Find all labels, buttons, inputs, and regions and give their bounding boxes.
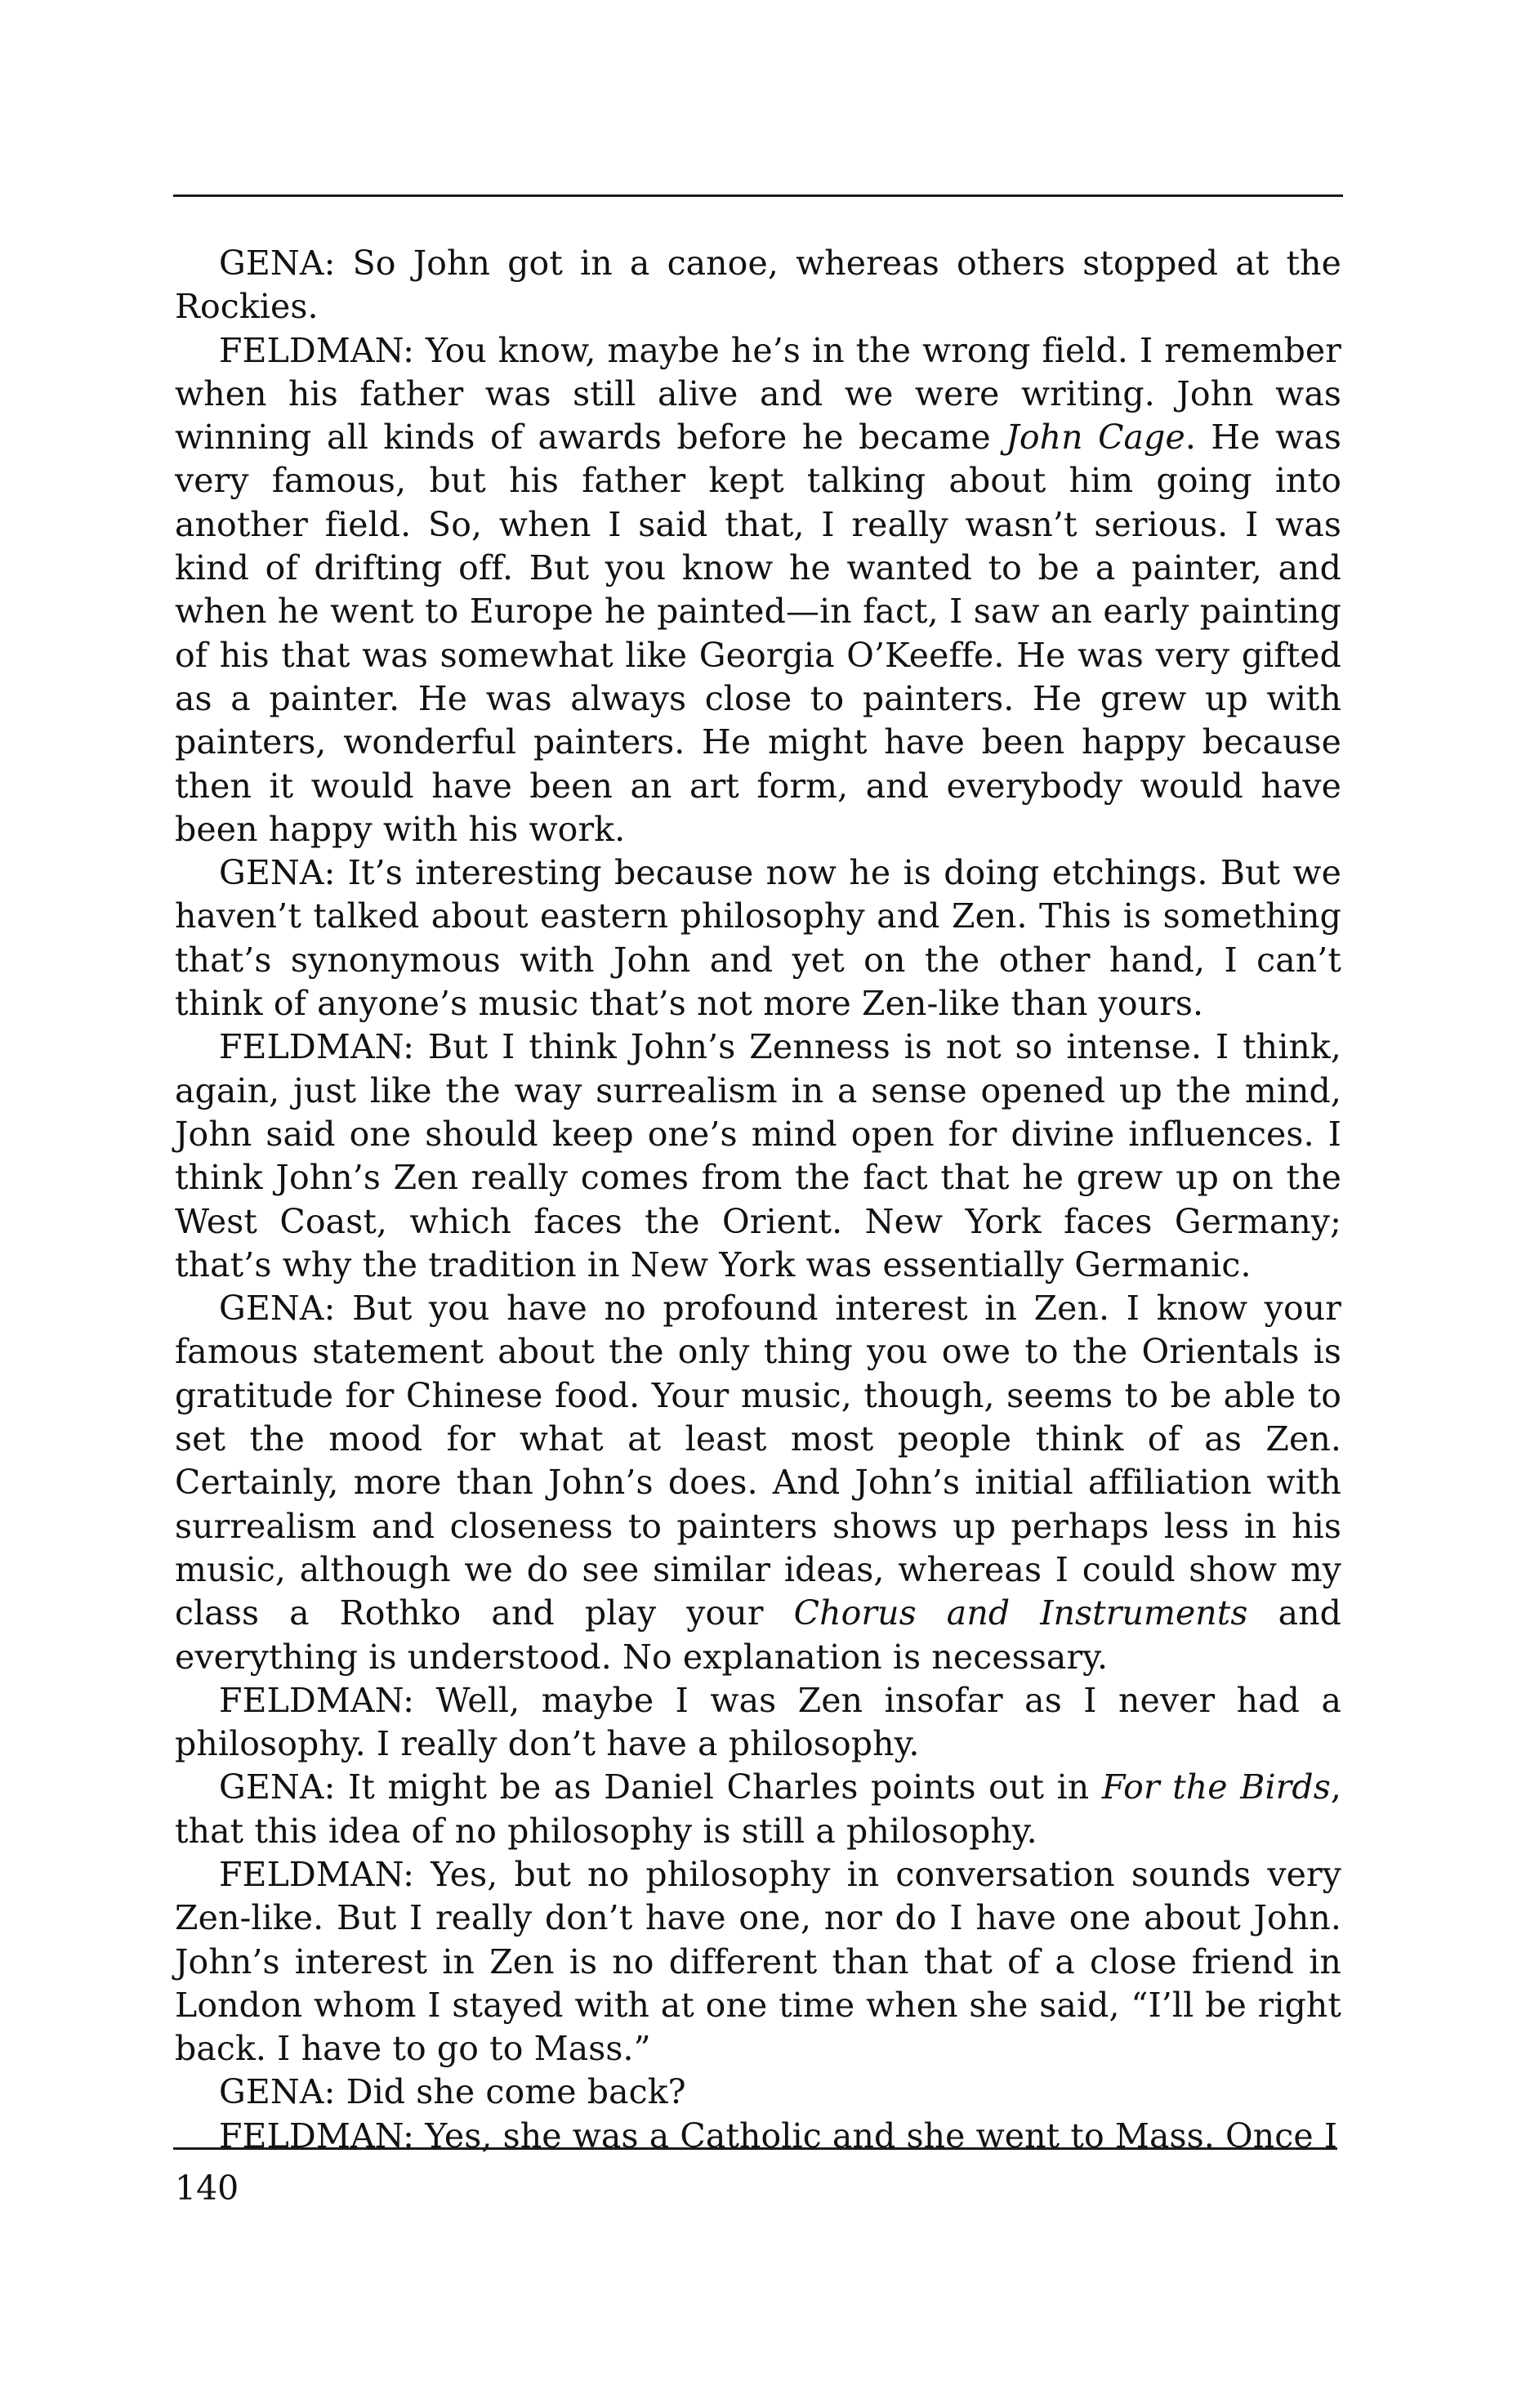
paragraph-text: It might be as Daniel Charles points out in [335,1767,1102,1807]
paragraph-text: Well, maybe I was Zen insofar as I never had a philosophy. I really don’t have a philosophy. [175,1680,1341,1764]
speaker-label: GENA: [219,853,336,893]
paragraph-text: , that this idea of no philosophy is still a philosophy. [175,1767,1341,1851]
italic-title: John Cage [1006,418,1185,458]
paragraph-text: and everything is understood. No explanation is necessary. [175,1593,1341,1677]
paragraph-text: But I think John’s Zenness is not so intense. I think, again, just like the way surrealism in a sense opened up the mind, John said one should keep one’s mind open for divine influences. I think John’s Zen really comes from the fact that he grew up on the West Coast, which faces the Orient. New York faces Germany; that’s why the tradition in New York was essentially Germanic. [175,1027,1341,1284]
speaker-label: GENA: [219,1289,336,1329]
speaker-label: FELDMAN: [219,330,415,370]
speaker-label: FELDMAN: [219,2115,415,2156]
speaker-label: FELDMAN: [219,1854,415,1894]
italic-title: Chorus and Instruments [793,1593,1248,1633]
interview-paragraph [175,329,1341,852]
paragraph-text: You know, maybe he’s in the wrong field. I remember when his father was still alive and we were writing. John was winning all kinds of awards before he became [175,330,1341,458]
interview-paragraph [175,1025,1341,1287]
speaker-label: FELDMAN: [219,1027,415,1067]
footer-rule [173,2147,1337,2150]
speaker-label: FELDMAN: [219,1680,415,1720]
header-rule [173,194,1343,197]
interview-paragraph [175,851,1341,1025]
paragraph-text: It’s interesting because now he is doing etchings. But we haven’t talked about eastern philosophy and Zen. This is something that’s synonymous with John and yet on the other hand, I can’t think of anyone’s music that’s not more Zen-like than yours. [175,853,1341,1024]
body-text [175,242,1341,2158]
paragraph-text: . He was very famous, but his father kept talking about him going into another field. So, when I said that, I really wasn’t serious. I was kind of drifting off. But you know he wanted to be a painter, and when he went to Europe he painted—in fact, I saw an early painting of his that was somewhat like Georgia O’Keeffe. He was very gifted as a painter. He was always close to painters. He grew up with painters, wonderful painters. He might have been happy because then it would have been an art form, and everybody would have been happy with his work. [175,418,1341,849]
interview-paragraph [175,2115,1341,2158]
italic-title: For the Birds [1101,1767,1331,1807]
speaker-label: GENA: [219,1767,336,1807]
interview-paragraph [175,242,1341,329]
interview-paragraph [175,1766,1341,1853]
interview-paragraph [175,1679,1341,1767]
speaker-label: GENA: [219,2072,336,2112]
page-number: 140 [175,2169,239,2208]
interview-paragraph [175,2071,1341,2114]
speaker-label: GENA: [219,243,336,283]
interview-paragraph [175,1853,1341,2071]
paragraph-text: Yes, but no philosophy in conversation sounds very Zen-like. But I really don’t have one, nor do I have one about John. John’s interest in Zen is no different than that of a close friend in London whom I stayed with at one time when she said, “I’ll be right back. I have to go to Mass.” [175,1854,1341,2069]
paragraph-text: So John got in a canoe, whereas others stopped at the Rockies. [175,243,1341,327]
paragraph-text: But you have no profound interest in Zen. I know your famous statement about the only thing you owe to the Orientals is gratitude for Chinese food. Your music, though, seems to be able to set the mood for what at least most people think of as Zen. Certainly, more than John’s does. And John’s initial affiliation with surrealism and closeness to painters shows up perhaps less in his music, although we do see similar ideas, whereas I could show my class a Rothko and play your [175,1289,1341,1633]
paragraph-text: Yes, she was a Catholic and she went to Mass. Once I [414,2115,1338,2156]
interview-paragraph [175,1287,1341,1679]
paragraph-text: Did she come back? [335,2072,686,2112]
